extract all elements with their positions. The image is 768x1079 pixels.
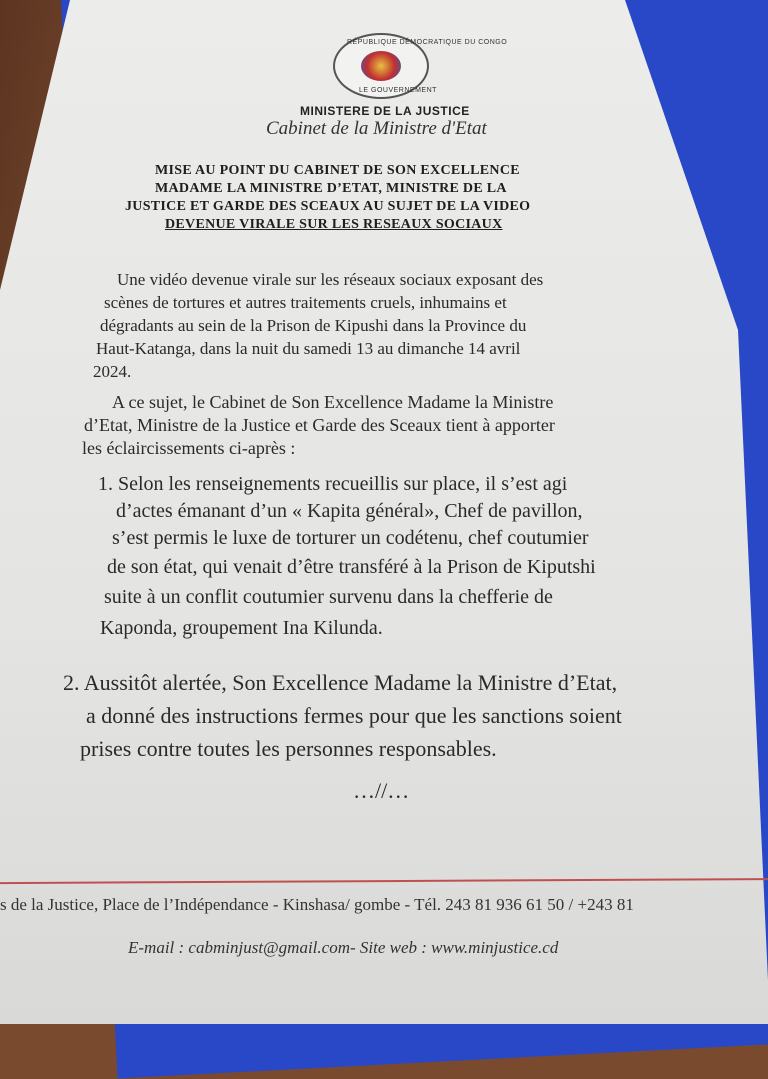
title-line-3: JUSTICE ET GARDE DES SCEAUX AU SUJET DE LA VIDEO xyxy=(125,199,531,214)
paragraph-1-line: Une vidéo devenue virale sur les réseaux sociaux exposant des xyxy=(117,270,544,289)
footer-divider xyxy=(0,878,768,884)
paragraph-1-line: scènes de tortures et autres traitements cruels, inhumains et xyxy=(104,293,507,312)
title-line-2: MADAME LA MINISTRE D’ETAT, MINISTRE DE LA xyxy=(155,181,507,196)
cabinet-signature: Cabinet de la Ministre d'Etat xyxy=(266,118,487,139)
list-item-2-line: 2. Aussitôt alertée, Son Excellence Madame la Ministre d’Etat, xyxy=(63,670,618,695)
paragraph-1-line: dégradants au sein de la Prison de Kipushi dans la Province du xyxy=(100,316,527,335)
list-item-1-line: de son état, qui venait d’être transféré à la Prison de Kiputshi xyxy=(107,556,596,578)
footer-contact: E-mail : cabminjust@gmail.com- Site web : www.minjustice.cd xyxy=(128,938,559,957)
paragraph-1-line: 2024. xyxy=(93,362,132,381)
list-item-2-line: prises contre toutes les personnes responsables. xyxy=(80,736,497,761)
government-seal xyxy=(333,33,508,99)
title-line-1: MISE AU POINT DU CABINET DE SON EXCELLENCE xyxy=(155,163,520,178)
list-item-1-line: s’est permis le luxe de torturer un codétenu, chef coutumier xyxy=(112,527,589,549)
list-item-1-line: suite à un conflit coutumier survenu dans la chefferie de xyxy=(104,586,553,608)
paragraph-2-line: A ce sujet, le Cabinet de Son Excellence Madame la Ministre xyxy=(112,392,554,412)
paragraph-1-line: Haut-Katanga, dans la nuit du samedi 13 au dimanche 14 avril xyxy=(96,339,521,358)
list-item-2-line: a donné des instructions fermes pour que les sanctions soient xyxy=(86,703,622,728)
paragraph-2-line: d’Etat, Ministre de la Justice et Garde des Sceaux tient à apporter xyxy=(84,415,555,435)
coat-of-arms-icon xyxy=(361,51,401,81)
list-item-1-line: Kaponda, groupement Ina Kilunda. xyxy=(100,617,383,639)
list-item-1-line: 1. Selon les renseignements recueillis sur place, il s’est agi xyxy=(98,473,568,495)
seal-top-text: RÉPUBLIQUE DÉMOCRATIQUE DU CONGO xyxy=(347,39,508,46)
seal-bottom-text: LE GOUVERNEMENT xyxy=(359,87,437,94)
continuation-mark: …//… xyxy=(353,778,410,803)
paragraph-2-line: les éclaircissements ci-après : xyxy=(82,438,296,458)
ministry-name: MINISTERE DE LA JUSTICE xyxy=(300,104,470,118)
title-line-4: DEVENUE VIRALE SUR LES RESEAUX SOCIAUX xyxy=(165,217,503,232)
footer-address: s de la Justice, Place de l’Indépendance - Kinshasa/ gombe - Tél. 243 81 936 61 50 / +243 81 xyxy=(0,895,634,914)
list-item-1-line: d’actes émanant d’un « Kapita général», Chef de pavillon, xyxy=(116,500,583,522)
